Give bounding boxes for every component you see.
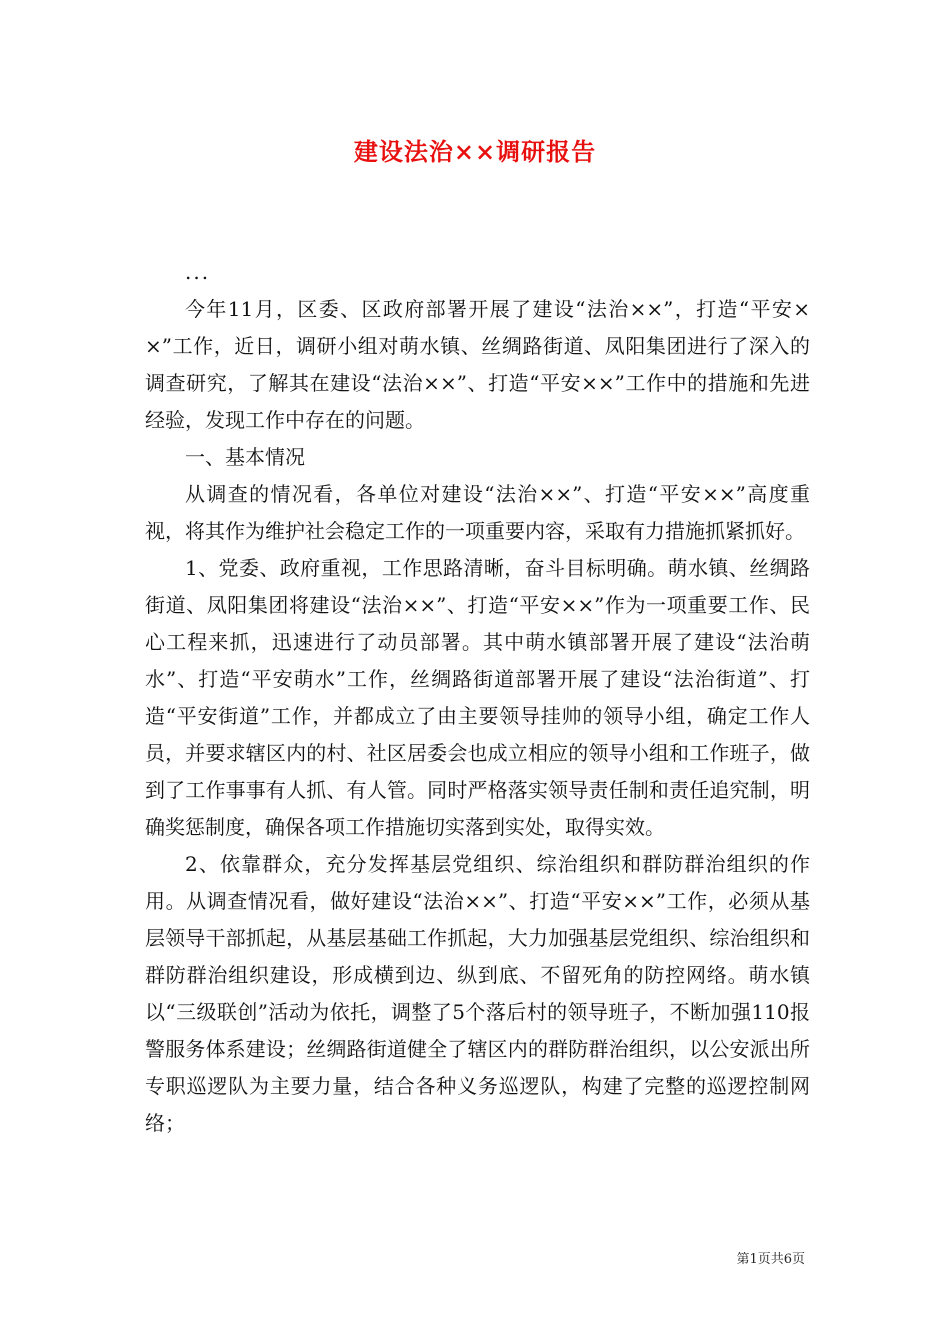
- page-number: 第1页共6页: [736, 1252, 805, 1267]
- paragraph-ellipsis: ...: [185, 260, 211, 284]
- paragraph-overview: 从调查的情况看，各单位对建设“法治××”、打造“平安××”高度重视，将其作为维护社会稳定工作的一项重要内容，采取有力措施抓紧抓好。: [145, 482, 810, 543]
- document-title: 建设法治××调研报告: [353, 137, 597, 166]
- paragraph-point-1: 1、党委、政府重视，工作思路清晰，奋斗目标明确。萌水镇、丝绸路街道、凤阳集团将建设“法治××”、打造“平安××”作为一项重要工作、民心工程来抓，迅速进行了动员部署。其中萌水镇部署开展了建设“法治萌水”、打造“平安萌水”工作，丝绸路街道部署开展了建设“法治街道”、打造“平安街道”工作，并都成立了由主要领导挂帅的领导小组，确定工作人员，并要求辖区内的村、社区居委会也成立相应的领导小组和工作班子，做到了工作事事有人抓、有人管。同时严格落实领导责任制和责任追究制，明确奖惩制度，确保各项工作措施切实落到实处，取得实效。: [145, 556, 810, 839]
- section-heading-basic-situation: 一、基本情况: [185, 445, 305, 469]
- paragraph-intro: 今年11月，区委、区政府部署开展了建设“法治××”，打造“平安××”工作，近日，调研小组对萌水镇、丝绸路街道、凤阳集团进行了深入的调查研究，了解其在建设“法治××”、打造“平安××”工作中的措施和先进经验，发现工作中存在的问题。: [145, 297, 810, 432]
- document-body: [145, 254, 810, 1142]
- paragraph-point-2: 2、依靠群众，充分发挥基层党组织、综治组织和群防群治组织的作用。从调查情况看，做好建设“法治××”、打造“平安××”工作，必须从基层领导干部抓起，从基层基础工作抓起，大力加强基层党组织、综治组织和群防群治组织建设，形成横到边、纵到底、不留死角的防控网络。萌水镇以“三级联创”活动为依托，调整了5个落后村的领导班子，不断加强110报警服务体系建设；丝绸路街道健全了辖区内的群防群治组织，以公安派出所专职巡逻队为主要力量，结合各种义务巡逻队，构建了完整的巡逻控制网络；: [145, 852, 810, 1135]
